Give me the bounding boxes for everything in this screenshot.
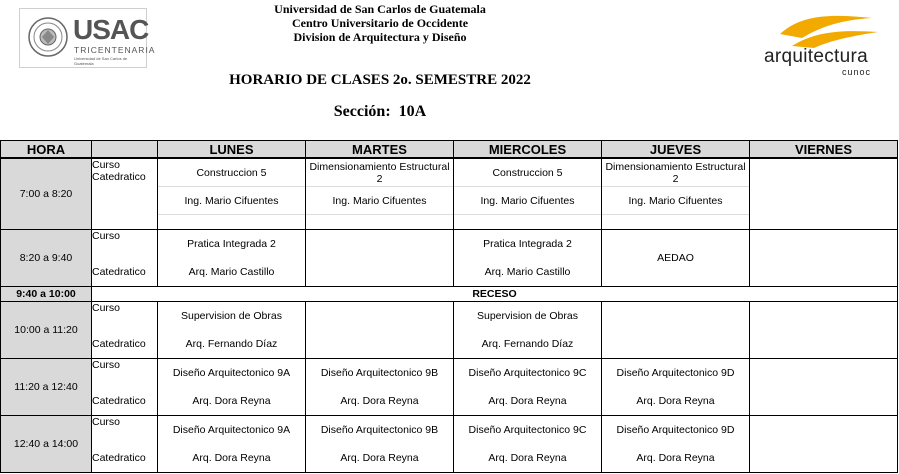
lunes-cell [158,359,306,416]
recess-hora: 9:40 a 10:00 [1,287,92,302]
course-name: Dimensionamiento Estructural 2 [306,159,453,187]
usac-wordmark: USAC [73,14,149,45]
jueves-cell [602,158,750,230]
course-name: Supervision de Obras [477,310,578,322]
table-row [1,158,898,230]
course-name: Diseño Arquitectonico 9A [172,367,291,379]
lunes-cell [158,158,306,230]
teacher-name: Arq. Dora Reyna [340,452,419,464]
jueves-cell [602,302,750,359]
hora-cell: 12:40 a 14:00 [1,416,92,473]
miercoles-cell [454,416,602,473]
course-name: Construccion 5 [454,159,601,187]
catedratico-label: Catedratico [92,266,146,278]
label-cell [92,158,158,230]
hora-cell: 10:00 a 11:20 [1,302,92,359]
header-division: Division de Arquitectura y Diseño [293,30,467,44]
viernes-cell [750,416,898,473]
teacher-name: Arq. Dora Reyna [192,395,271,407]
teacher-name: Arq. Dora Reyna [488,452,567,464]
section-label: Sección: 10A [333,103,427,120]
course-name: Diseño Arquitectonico 9D [616,367,735,379]
course-name: Diseño Arquitectonico 9A [172,424,291,436]
lunes-cell [158,302,306,359]
teacher-name: Arq. Fernando Díaz [481,338,574,350]
schedule-table [0,140,898,473]
miercoles-cell [454,158,602,230]
col-jueves: JUEVES [602,141,750,159]
viernes-cell [750,158,898,230]
jueves-cell [602,416,750,473]
teacher-name: Ing. Mario Cifuentes [454,187,601,215]
martes-cell [306,416,454,473]
catedratico-label: Catedratico [92,452,146,464]
page-title: HORARIO DE CLASES 2o. SEMESTRE 2022 [229,72,531,88]
col-hora: HORA [1,141,92,159]
teacher-name: Arq. Fernando Díaz [185,338,278,350]
course-name: Supervision de Obras [181,310,282,322]
course-name: Diseño Arquitectonico 9B [320,367,439,379]
course-name: Pratica Integrada 2 [187,238,276,250]
curso-label: Curso [92,302,121,314]
table-row [1,302,898,359]
curso-label: Curso [92,159,121,171]
label-cell [92,302,158,359]
hora-cell: 7:00 a 8:20 [1,158,92,230]
table-row [1,230,898,287]
catedratico-label: Catedratico [92,171,146,183]
col-lunes: LUNES [158,141,306,159]
teacher-name: Ing. Mario Cifuentes [602,187,749,215]
col-viernes: VIERNES [750,141,898,159]
course-name: Diseño Arquitectonico 9D [616,424,735,436]
lunes-cell [158,230,306,287]
hora-cell: 8:20 a 9:40 [1,230,92,287]
usac-subtitle: Universidad de San Carlos de Guatemala [74,56,128,66]
col-miercoles: MIERCOLES [454,141,602,159]
arquitectura-logo [762,12,886,76]
usac-tricentenaria: TRICENTENARIA [74,45,156,55]
curso-label: Curso [92,359,121,371]
viernes-cell [750,230,898,287]
course-name: Diseño Arquitectonico 9C [468,367,587,379]
viernes-cell [750,302,898,359]
arquitectura-swoosh-icon [762,12,886,48]
course-name: Pratica Integrada 2 [483,238,572,250]
recess-label: RECESO [92,287,898,302]
catedratico-label: Catedratico [92,395,146,407]
teacher-name: Arq. Dora Reyna [192,452,271,464]
miercoles-cell [454,302,602,359]
miercoles-cell [454,230,602,287]
label-cell [92,359,158,416]
course-name: Dimensionamiento Estructural 2 [602,159,749,187]
martes-cell [306,359,454,416]
teacher-name: Ing. Mario Cifuentes [158,187,305,215]
course-name: Diseño Arquitectonico 9C [468,424,587,436]
teacher-name: Arq. Dora Reyna [636,452,715,464]
teacher-name: Arq. Mario Castillo [188,266,275,278]
table-row [1,416,898,473]
hora-cell: 11:20 a 12:40 [1,359,92,416]
teacher-name: Arq. Dora Reyna [488,395,567,407]
curso-label: Curso [92,416,121,428]
catedratico-label: Catedratico [92,338,146,350]
lunes-cell [158,416,306,473]
jueves-cell [602,359,750,416]
curso-label: Curso [92,230,121,242]
arquitectura-wordmark: arquitectura [764,46,868,67]
teacher-name: Arq. Dora Reyna [340,395,419,407]
teacher-name: Ing. Mario Cifuentes [306,187,453,215]
label-cell [92,230,158,287]
jueves-cell: AEDAO [602,230,750,287]
col-label [92,141,158,159]
label-cell [92,416,158,473]
teacher-name: Arq. Dora Reyna [636,395,715,407]
viernes-cell [750,359,898,416]
table-row [1,359,898,416]
recess-row [1,287,898,302]
header-row [1,141,898,159]
martes-cell [306,230,454,287]
teacher-name: Arq. Mario Castillo [484,266,571,278]
course-name: Construccion 5 [158,159,305,187]
miercoles-cell [454,359,602,416]
header-center: Centro Universitario de Occidente [291,16,469,30]
course-name: Diseño Arquitectonico 9B [320,424,439,436]
header-university: Universidad de San Carlos de Guatemala [274,2,486,16]
arquitectura-cunoc: cunoc [842,67,872,77]
martes-cell [306,158,454,230]
martes-cell [306,302,454,359]
col-martes: MARTES [306,141,454,159]
